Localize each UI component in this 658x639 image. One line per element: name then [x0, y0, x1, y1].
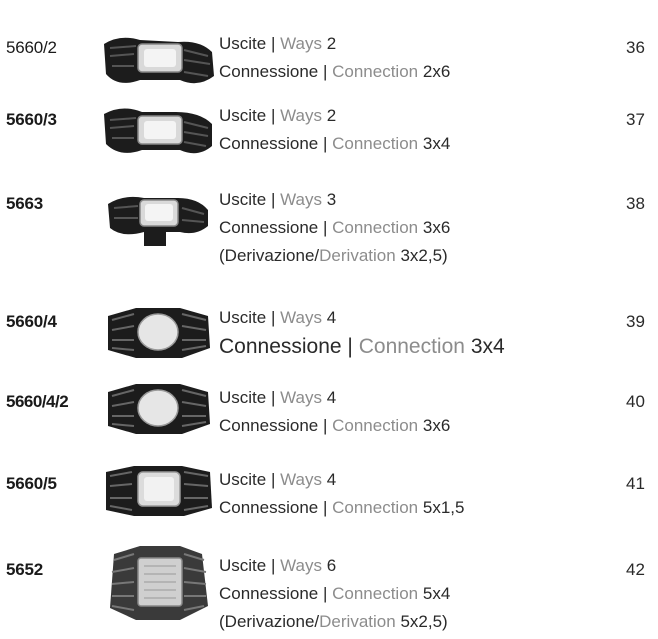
derivation-line: (Derivazione/Derivation 3x2,5)	[219, 246, 448, 265]
connector-4way-icon	[100, 376, 216, 442]
page-number: 37	[626, 110, 645, 129]
product-code: 5660/4	[6, 312, 57, 331]
product-description	[219, 384, 450, 440]
page-number: 36	[626, 38, 645, 57]
product-description	[219, 186, 450, 270]
connector-6way-icon	[100, 544, 216, 624]
ways-line: Uscite | Ways 4	[219, 388, 337, 407]
connection-line: Connessione | Connection 3x4	[219, 134, 451, 153]
connector-2way-icon	[100, 30, 216, 96]
product-code: 5663	[6, 194, 44, 213]
product-description	[219, 304, 505, 362]
connection-line: Connessione | Connection 5x1,5	[219, 498, 465, 517]
ways-line: Uscite | Ways 6	[219, 556, 337, 575]
product-description	[219, 552, 450, 636]
page-number: 39	[626, 312, 645, 331]
page-number: 41	[626, 474, 645, 493]
connector-4way-flat-icon	[100, 458, 216, 524]
product-code: 5660/4/2	[6, 392, 69, 411]
connection-line: Connessione | Connection 3x6	[219, 416, 451, 435]
page-number: 38	[626, 194, 645, 213]
product-description	[219, 102, 450, 158]
product-code: 5660/3	[6, 110, 57, 129]
ways-line: Uscite | Ways 2	[219, 106, 337, 125]
connector-3way-icon	[100, 186, 216, 252]
product-code: 5660/2	[6, 38, 57, 57]
ways-line: Uscite | Ways 4	[219, 470, 337, 489]
connection-line: Connessione | Connection 5x4	[219, 584, 451, 603]
connector-4way-icon	[100, 300, 216, 366]
connection-line: Connessione | Connection 3x6	[219, 218, 451, 237]
product-description	[219, 466, 464, 522]
derivation-line: (Derivazione/Derivation 5x2,5)	[219, 612, 448, 631]
ways-line: Uscite | Ways 4	[219, 308, 337, 327]
connector-2way-icon	[100, 98, 216, 164]
product-description	[219, 30, 450, 86]
connection-line: Connessione | Connection 3x4	[219, 335, 505, 358]
product-code: 5660/5	[6, 474, 57, 493]
ways-line: Uscite | Ways 3	[219, 190, 337, 209]
page-number: 40	[626, 392, 645, 411]
page-number: 42	[626, 560, 645, 579]
connection-line: Connessione | Connection 2x6	[219, 62, 451, 81]
product-code: 5652	[6, 560, 44, 579]
ways-line: Uscite | Ways 2	[219, 34, 337, 53]
